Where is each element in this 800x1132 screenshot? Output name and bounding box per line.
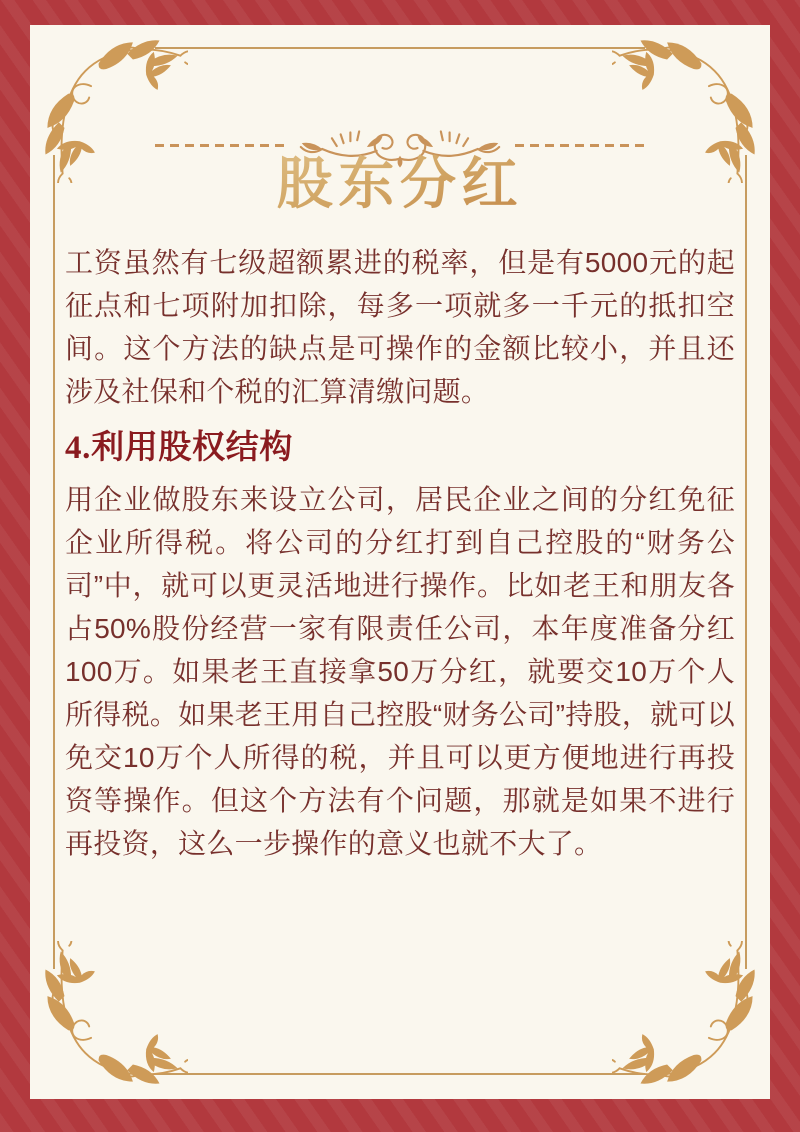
frame-line-right <box>745 155 747 969</box>
frame-line-bottom <box>155 1073 645 1075</box>
section-body-paragraph: 用企业做股东来设立公司，居民企业之间的分红免征企业所得税。将公司的分红打到自己控股的“财务公司”中，就可以更灵活地进行操作。比如老王和朋友各占50%股份经营一家有限责任公司，本年度准备分红100万。如果老王直接拿50万分红，就要交10万个人所得税。如果老王用自己控股“财务公司”持股，就可以免交10万个人所得的税，并且可以更方便地进行再投资等操作。但这个方法有个问题，那就是如果不进行再投资，这么一步操作的意义也就不大了。 <box>65 484 735 859</box>
section-heading: 4.利用股权结构 <box>65 430 294 466</box>
page-title: 股东分红 <box>30 153 770 217</box>
document-page <box>30 25 770 1099</box>
frame-line-left <box>53 155 55 969</box>
intro-paragraph: 工资虽然有七级超额累进的税率，但是有5000元的起征点和七项附加扣除，每多一项就多一千元的抵扣空间。这个方法的缺点是可操作的金额比较小，并且还涉及社保和个税的汇算清缴问题。 <box>65 247 735 407</box>
frame-line-top <box>155 47 645 49</box>
corner-flourish-icon-bottom-right <box>612 941 764 1093</box>
content-area <box>65 241 735 865</box>
corner-flourish-icon-bottom-left <box>36 941 188 1093</box>
